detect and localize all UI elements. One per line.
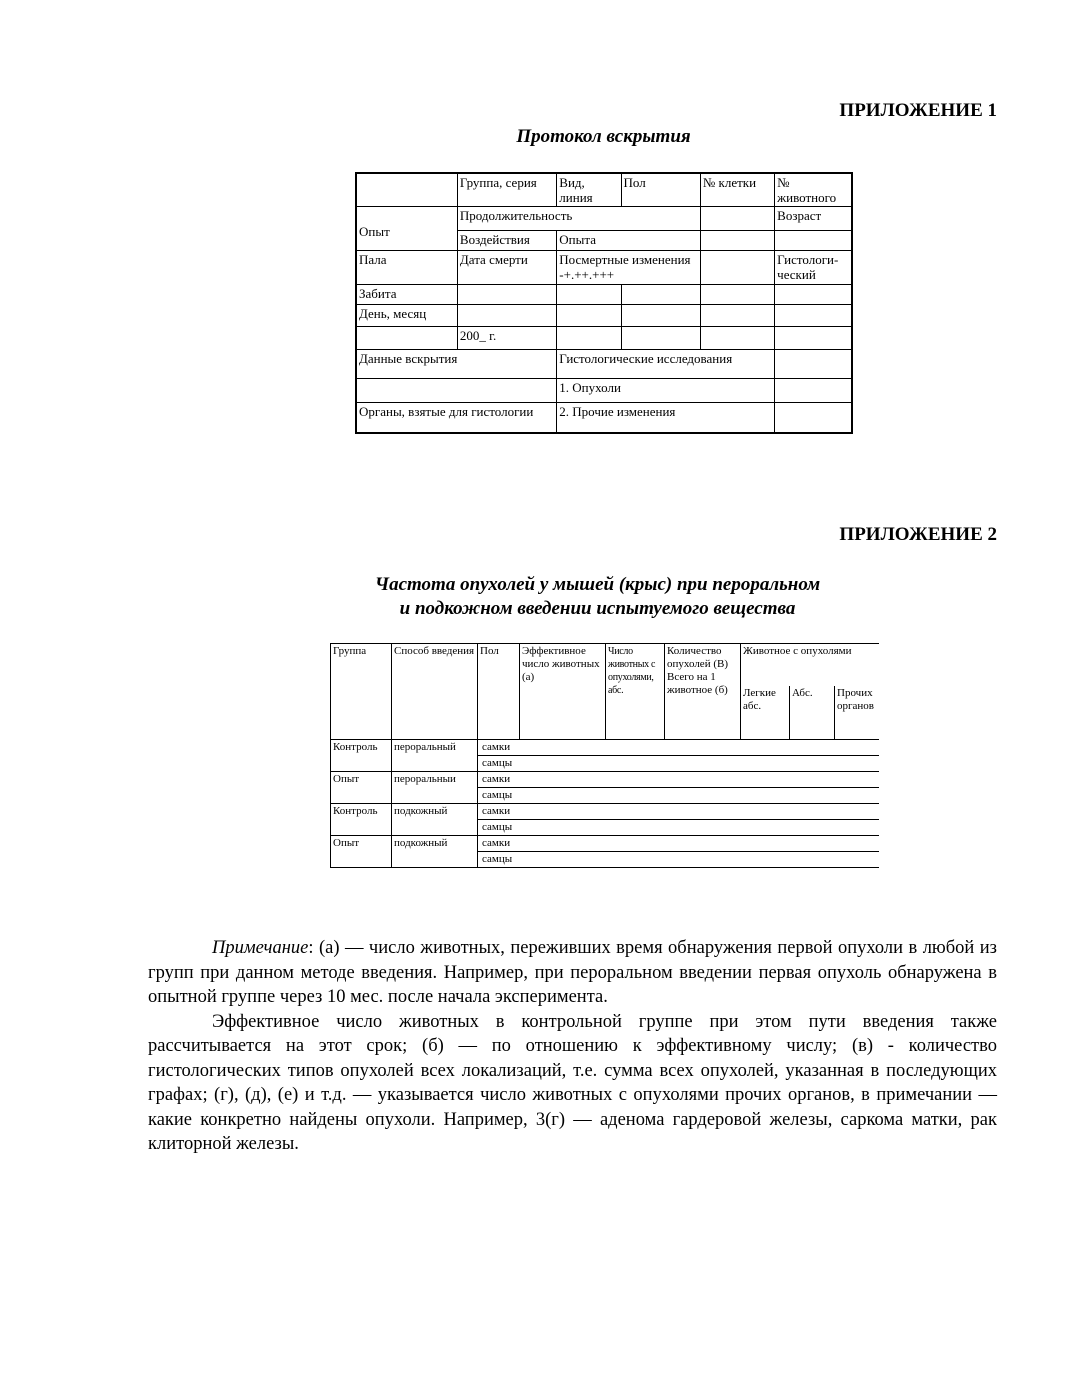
t1-year: 200_ г.	[457, 327, 556, 350]
t2-sex-female: самки	[478, 740, 879, 756]
t1-cell	[356, 379, 557, 403]
t2-header-group: Группа	[331, 644, 392, 740]
t1-death-date: Дата смерти	[457, 251, 556, 285]
appendix-1-heading: ПРИЛОЖЕНИЕ 1	[839, 100, 997, 121]
t2-group: Контроль	[331, 740, 392, 772]
t1-of-experiment: Опыта	[557, 231, 701, 251]
t1-cell	[621, 285, 700, 305]
t2-header-animals-with-tumors: Животное с опухолями	[741, 644, 879, 686]
t1-cell	[700, 327, 774, 350]
t1-autopsy-data: Данные вскрытия	[356, 350, 557, 379]
t2-method: пероральныи	[392, 772, 478, 804]
t1-cage-no: № клетки	[700, 173, 774, 207]
t1-cell	[775, 285, 852, 305]
t1-species-line: Вид, линия	[557, 173, 621, 207]
t1-cell	[700, 231, 774, 251]
t2-sex-male: самцы	[478, 820, 879, 836]
autopsy-protocol-table	[355, 172, 853, 434]
t1-group-series: Группа, серия	[457, 173, 556, 207]
t1-effects: Воздействия	[457, 231, 556, 251]
note-text-1: : (а) — число животных, переживших время обнаружения первой опухоли в любой из групп при данном методе введения. Например, при пероральном введении первая опухоль обнаружена в опытной группе через 10 мес. после начала эксперимента.	[148, 938, 997, 1007]
t1-cell	[700, 305, 774, 327]
t2-sex-male: самцы	[478, 852, 879, 868]
note-paragraph-1	[148, 936, 997, 1010]
t1-cell	[775, 379, 852, 403]
t1-cell	[775, 231, 852, 251]
t2-header-with-tumors: Число животных с опухолями, абс.	[606, 644, 665, 740]
t2-sex-female: самки	[478, 836, 879, 852]
t2-header-other-organs: Прочих органов	[835, 686, 879, 740]
t1-cell	[775, 327, 852, 350]
t2-sex-female: самки	[478, 804, 879, 820]
t1-age: Возраст	[775, 207, 852, 231]
t2-header-lungs: Легкие абс.	[741, 686, 790, 740]
t2-group: Опыт	[331, 836, 392, 868]
t1-experiment: Опыт	[356, 207, 457, 251]
t1-organs-for-histology: Органы, взятые для гистологии	[356, 403, 557, 433]
t1-postmortem-changes: Посмертные изменения -+.++.+++	[557, 251, 701, 285]
t2-sex-male: самцы	[478, 756, 879, 772]
t2-method: подкожный	[392, 836, 478, 868]
t1-cell	[775, 305, 852, 327]
t1-tumors: 1. Опухоли	[557, 379, 775, 403]
t2-header-tumor-count: Количество опухолей (В) Всего на 1 животное (б)	[665, 644, 741, 740]
t2-header-sex: Пол	[478, 644, 520, 740]
t2-method: пероральный	[392, 740, 478, 772]
appendix-2-title-line2: и подкожном введении испытуемого вещества	[399, 598, 796, 619]
t2-group: Опыт	[331, 772, 392, 804]
t1-cell	[557, 285, 621, 305]
tumor-frequency-table	[330, 643, 879, 868]
t2-method: подкожный	[392, 804, 478, 836]
t1-cell	[775, 403, 852, 433]
t1-duration: Продолжительность	[457, 207, 700, 231]
t1-cell	[775, 350, 852, 379]
t1-cell	[356, 327, 457, 350]
t1-sex: Пол	[621, 173, 700, 207]
note-label: Примечание	[212, 938, 309, 958]
appendix-2-title	[0, 573, 1071, 621]
t1-other-changes: 2. Прочие изменения	[557, 403, 775, 433]
t1-empty	[356, 173, 457, 207]
t2-group: Контроль	[331, 804, 392, 836]
t2-sex-male: самцы	[478, 788, 879, 804]
t1-cell	[700, 207, 774, 231]
t1-cell	[700, 251, 774, 285]
note-paragraph-2: Эффективное число животных в контрольной группе при этом пути введения также рассчитывается на этот срок; (б) — по отношению к эффективному числу; (в) - количество гистологических типов опухолей всех локализаций, т.е. сумма всех опухолей, указанная в последующих графах; (г), (д), (е) и т.д. — указывается число животных с опухолями прочих органов, в примечании — какие конкретно найдены опухоли. Например, 3(г) — аденома гардеровой железы, саркома матки, рак клиторной железы.	[148, 1011, 997, 1154]
appendix-1-title: Протокол вскрытия	[516, 126, 691, 147]
t2-header-effective: Эффективное число животных (а)	[520, 644, 606, 740]
t1-histological: Гистологи-ческий	[775, 251, 852, 285]
t1-cell	[700, 285, 774, 305]
appendix-2-heading: ПРИЛОЖЕНИЕ 2	[839, 524, 997, 545]
t1-cell	[557, 327, 621, 350]
note-section	[148, 936, 997, 1157]
t1-killed: Забита	[356, 285, 457, 305]
t2-sex-female: самки	[478, 772, 879, 788]
t2-header-method: Способ введения	[392, 644, 478, 740]
t1-fell: Пала	[356, 251, 457, 285]
t2-header-abs: Абс.	[790, 686, 835, 740]
t1-histological-studies: Гистологические исследования	[557, 350, 775, 379]
t1-cell	[621, 327, 700, 350]
appendix-2-title-line1: Частота опухолей у мышей (крыс) при пероральном	[374, 574, 821, 595]
t1-day-month: День, месяц	[356, 305, 457, 327]
t1-cell	[457, 285, 556, 305]
t1-cell	[621, 305, 700, 327]
t1-cell	[557, 305, 621, 327]
t1-cell	[457, 305, 556, 327]
t1-animal-no: № животного	[775, 173, 852, 207]
